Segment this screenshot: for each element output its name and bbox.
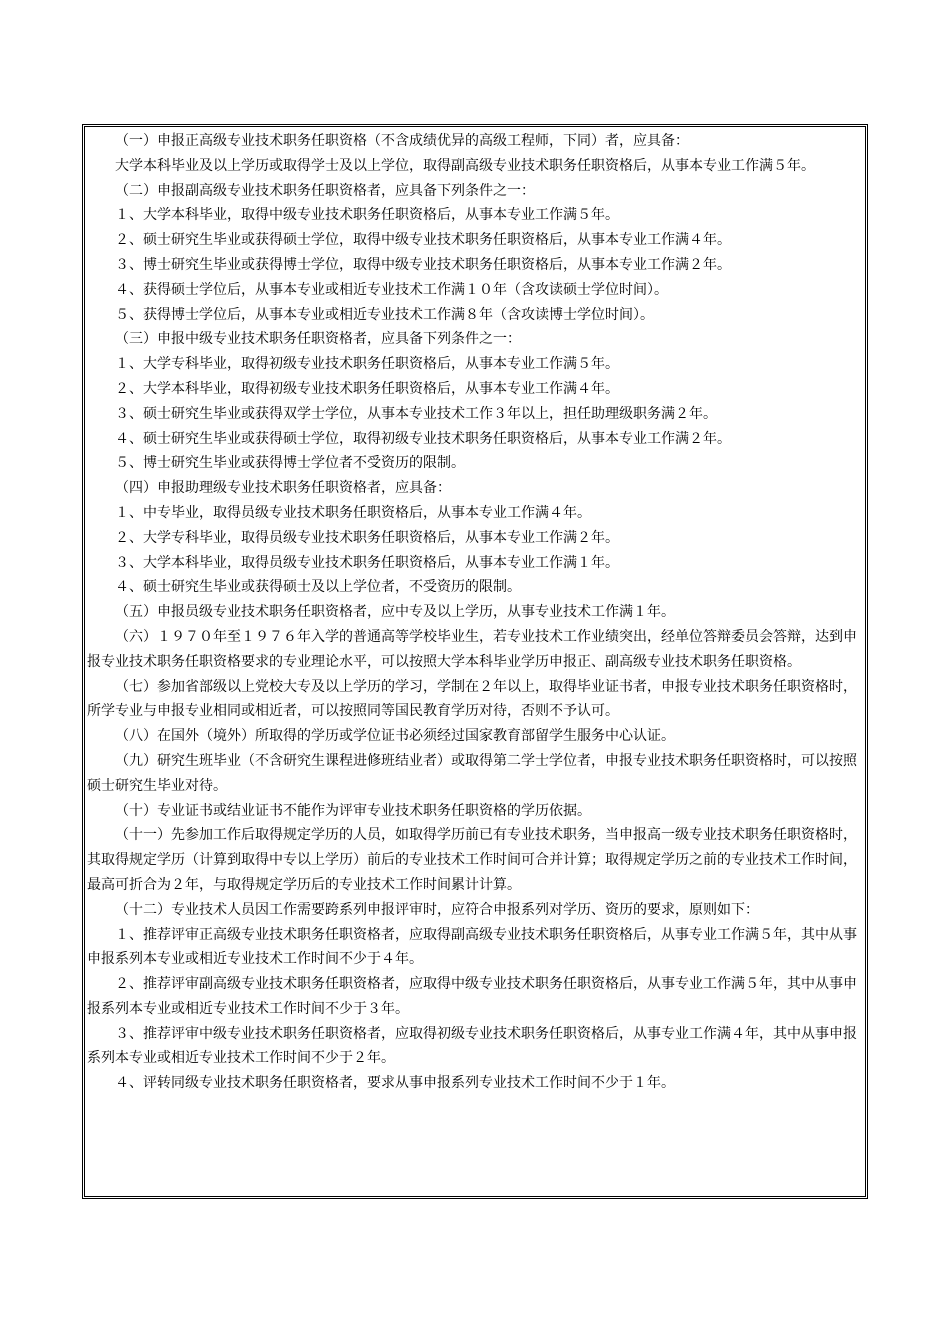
paragraph-12: ３、硕士研究生毕业或获得双学士学位，从事本专业技术工作３年以上，担任助理级职务满２年。 [115,405,717,422]
paragraph-9: （三）申报中级专业技术职务任职资格者，应具备下列条件之一： [115,331,521,348]
paragraph-22: （七）参加省部级以上党校大专及以上学历的学习，学制在２年以上，取得毕业证书者，申报专业技术职务任职资格时，所学专业与申报专业相同或相近者，可以按照同等国民教育学历对待，否则不予认可。 [87,678,857,720]
paragraph-4: １、大学本科毕业，取得中级专业技术职务任职资格后，从事本专业工作满５年。 [115,207,619,224]
document-body [87,129,863,1096]
paragraph-28: １、推荐评审正高级专业技术职务任职资格者，应取得副高级专业技术职务任职资格后，从事专业工作满５年，其中从事申报系列本专业或相近专业技术工作时间不少于４年。 [87,926,857,968]
paragraph-13: ４、硕士研究生毕业或获得硕士学位，取得初级专业技术职务任职资格后，从事本专业工作满２年。 [115,430,731,447]
document-frame [82,124,868,1199]
paragraph-27: （十二）专业技术人员因工作需要跨系列申报评审时，应符合申报系列对学历、资历的要求，原则如下： [115,901,759,918]
paragraph-19: ４、硕士研究生毕业或获得硕士及以上学位者，不受资历的限制。 [115,579,521,596]
paragraph-3: （二）申报副高级专业技术职务任职资格者，应具备下列条件之一： [115,182,535,199]
paragraph-18: ３、大学本科毕业，取得员级专业技术职务任职资格后，从事本专业工作满１年。 [115,554,619,571]
paragraph-31: ４、评转同级专业技术职务任职资格者，要求从事申报系列专业技术工作时间不少于１年。 [115,1075,675,1092]
paragraph-16: １、中专毕业，取得员级专业技术职务任职资格后，从事本专业工作满４年。 [115,504,591,521]
paragraph-15: （四）申报助理级专业技术职务任职资格者，应具备： [115,480,451,497]
paragraph-29: ２、推荐评审副高级专业技术职务任职资格者，应取得中级专业技术职务任职资格后，从事专业工作满５年，其中从事申报系列本专业或相近专业技术工作时间不少于３年。 [87,976,857,1017]
paragraph-2: 大学本科毕业及以上学历或取得学士及以上学位，取得副高级专业技术职务任职资格后，从事本专业工作满５年。 [115,157,815,174]
paragraph-8: ５、获得博士学位后，从事本专业或相近专业技术工作满８年（含攻读博士学位时间）。 [115,306,654,323]
paragraph-26: （十一）先参加工作后取得规定学历的人员，如取得学历前已有专业技术职务，当申报高一级专业技术职务任职资格时，其取得规定学历（计算到取得中专以上学历）前后的专业技术工作时间可合并计算；取得规定学历之前的专业技术工作时间，最高可折合为２年，与取得规定学历后的专业技术工作时间累计计算。 [87,827,857,893]
paragraph-24: （九）研究生班毕业（不含研究生课程进修班结业者）或取得第二学士学位者，申报专业技术职务任职资格时，可以按照硕士研究生毕业对待。 [87,752,857,794]
paragraph-6: ３、博士研究生毕业或获得博士学位，取得中级专业技术职务任职资格后，从事本专业工作满２年。 [115,256,731,273]
paragraph-5: ２、硕士研究生毕业或获得硕士学位，取得中级专业技术职务任职资格后，从事本专业工作满４年。 [115,232,731,249]
paragraph-20: （五）申报员级专业技术职务任职资格者，应中专及以上学历，从事专业技术工作满１年。 [115,604,675,621]
paragraph-25: （十）专业证书或结业证书不能作为评审专业技术职务任职资格的学历依据。 [115,802,591,819]
paragraph-1: （一）申报正高级专业技术职务任职资格（不含成绩优异的高级工程师，下同）者，应具备： [115,133,689,149]
paragraph-21: （六）１９７０年至１９７６年入学的普通高等学校毕业生，若专业技术工作业绩突出，经单位答辩委员会答辩，达到申报专业技术职务任职资格要求的专业理论水平，可以按照大学本科毕业学历申报正、副高级专业技术职务任职资格。 [87,628,857,670]
paragraph-10: １、大学专科毕业，取得初级专业技术职务任职资格后，从事本专业工作满５年。 [115,356,619,373]
paragraph-7: ４、获得硕士学位后，从事本专业或相近专业技术工作满１０年（含攻读硕士学位时间）。 [115,281,668,298]
paragraph-14: ５、博士研究生毕业或获得博士学位者不受资历的限制。 [115,455,465,472]
paragraph-17: ２、大学专科毕业，取得员级专业技术职务任职资格后，从事本专业工作满２年。 [115,529,619,546]
paragraph-11: ２、大学本科毕业，取得初级专业技术职务任职资格后，从事本专业工作满４年。 [115,380,619,397]
paragraph-30: ３、推荐评审中级专业技术职务任职资格者，应取得初级专业技术职务任职资格后，从事专业工作满４年，其中从事申报系列本专业或相近专业技术工作时间不少于２年。 [87,1025,857,1067]
paragraph-23: （八）在国外（境外）所取得的学历或学位证书必须经过国家教育部留学生服务中心认证。 [115,728,675,745]
